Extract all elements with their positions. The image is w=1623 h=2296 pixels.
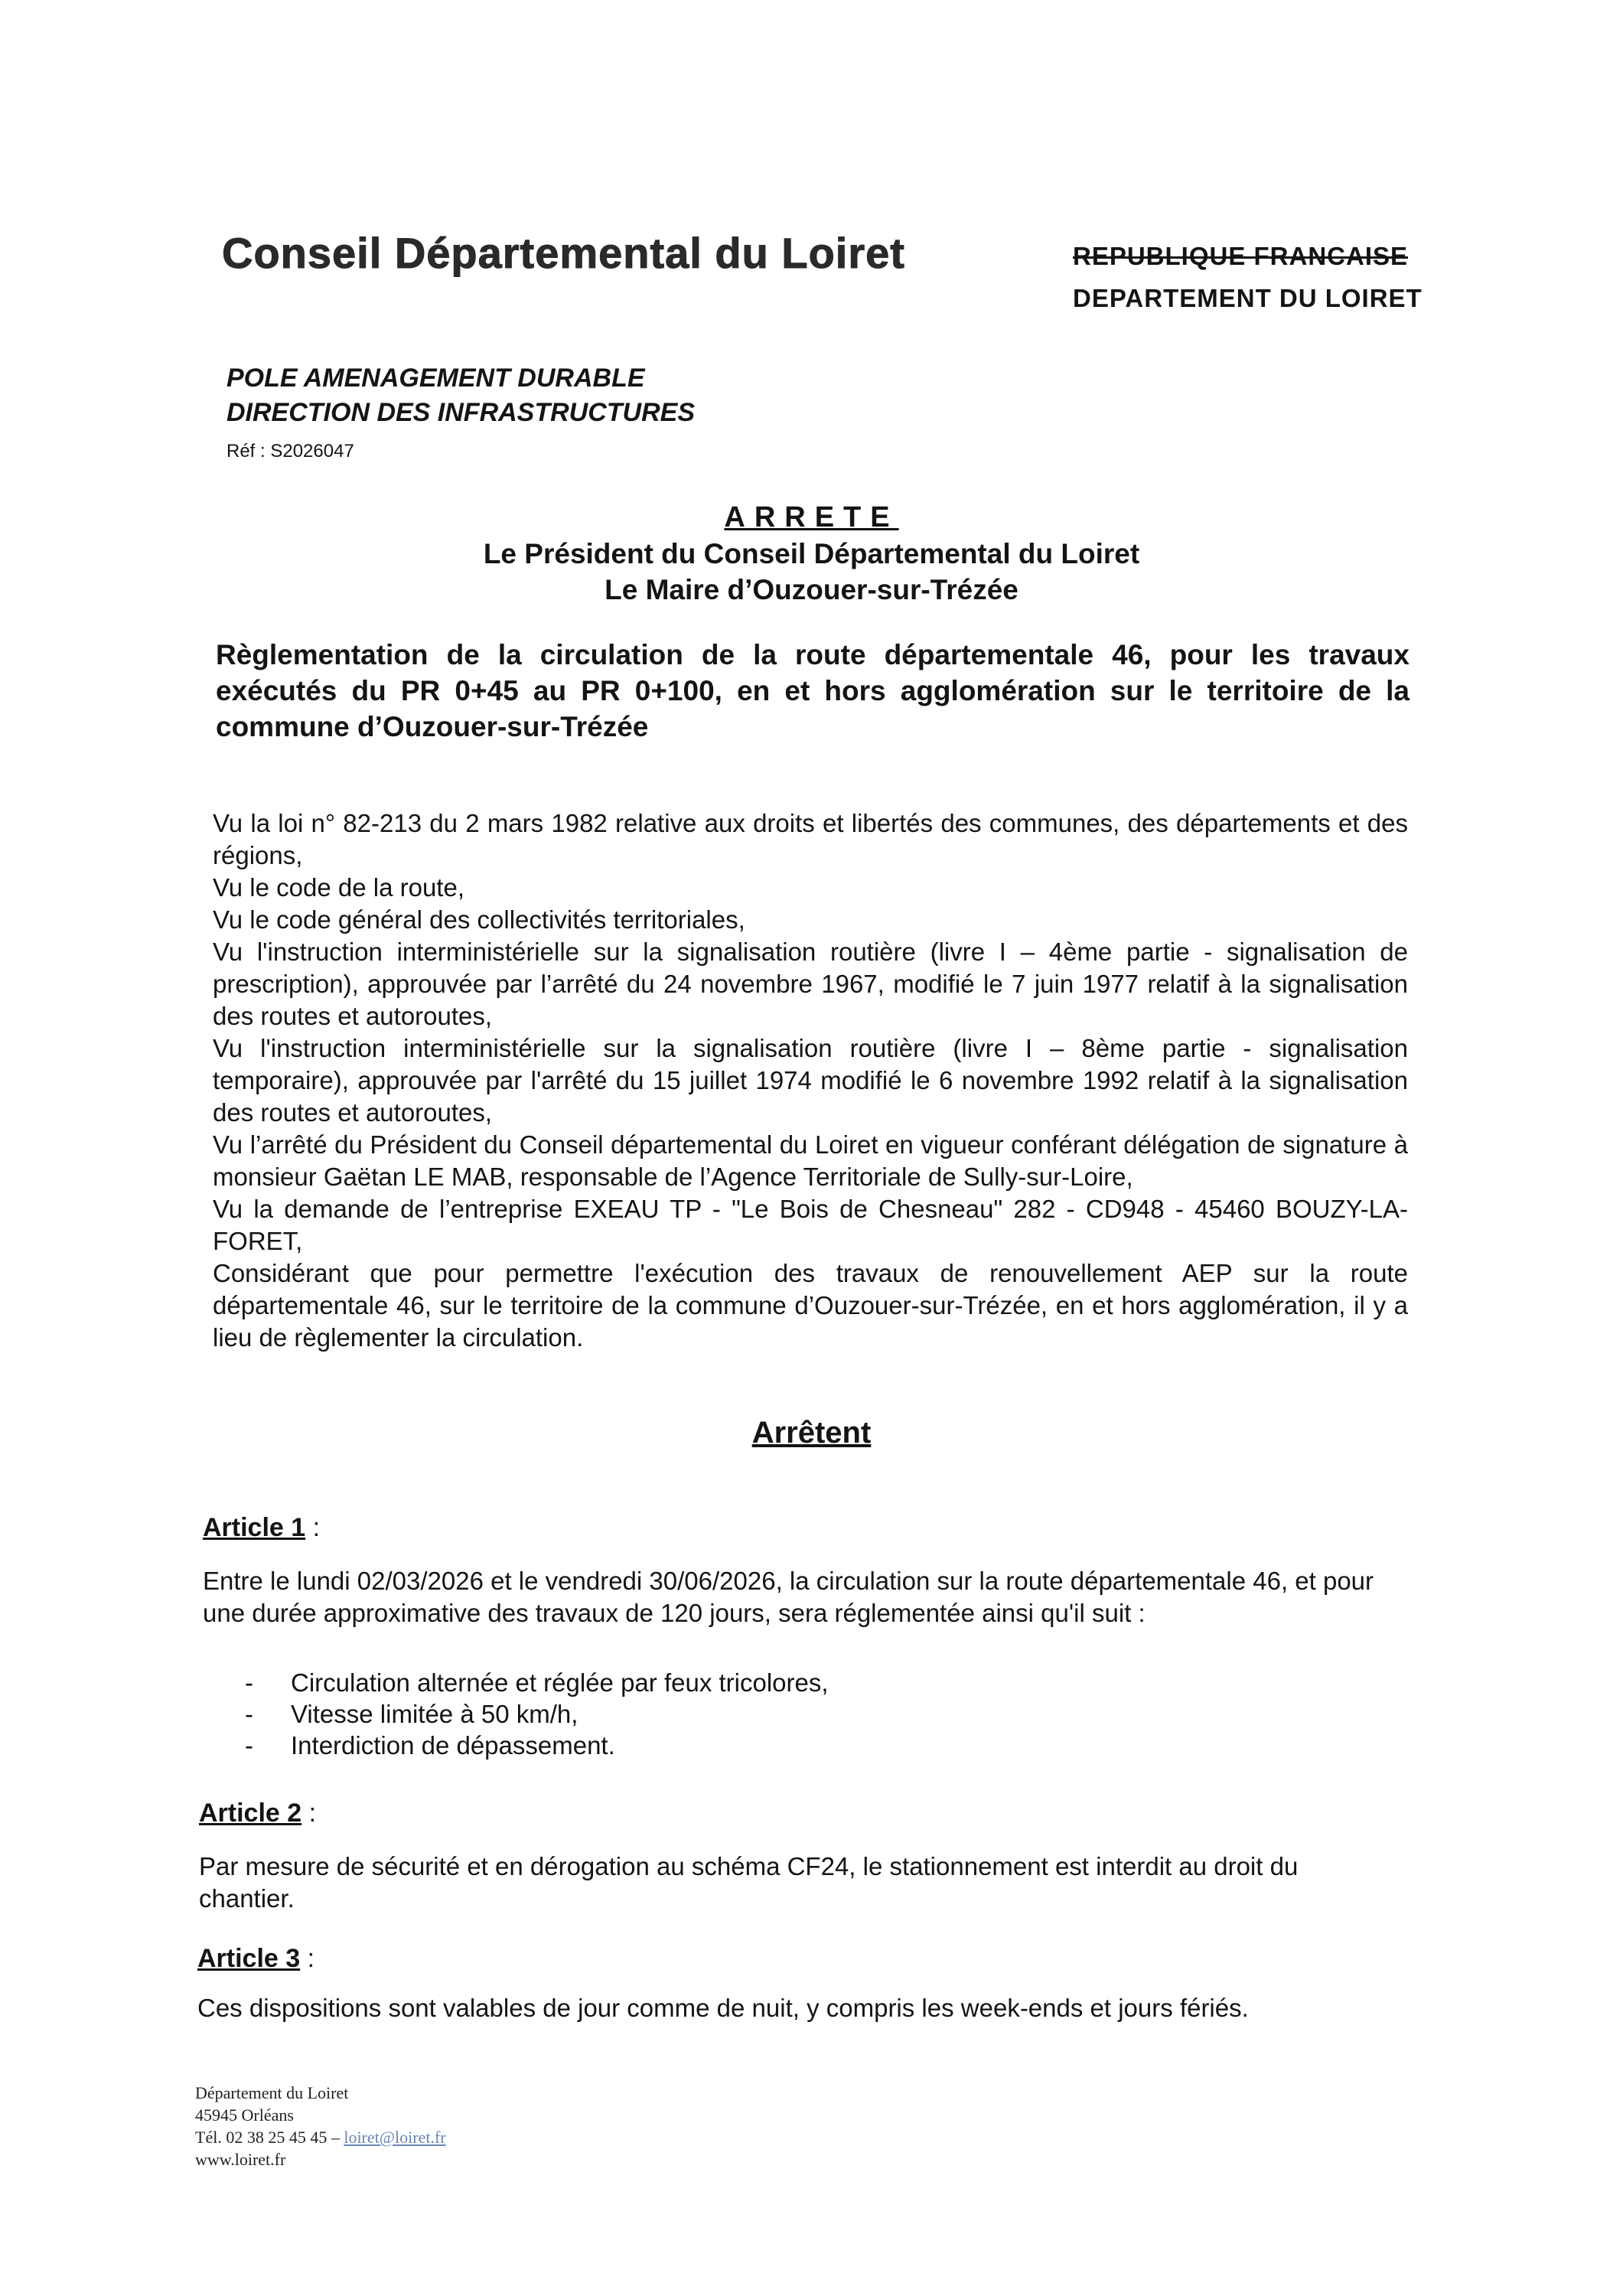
article-1-text: Entre le lundi 02/03/2026 et le vendredi 30/06/2026, la circulation sur la route départementale 46, et pour une durée approximative des travaux de 120 jours, sera réglementée ainsi qu'il suit : [203,1567,1374,1627]
bullet-dash: - [245,1731,253,1760]
considerations [213,807,1408,1354]
footer-line: Département du Loiret [195,2083,349,2102]
footer-tel: Tél. 02 38 25 45 45 – [195,2128,340,2147]
article-3-heading [197,1944,314,1974]
list-item [245,1730,829,1761]
arrete-title: ARRETE [724,501,899,533]
departement-label: DEPARTEMENT DU LOIRET [1073,284,1423,312]
brand-title: Conseil Départemental du Loiret [222,229,905,277]
president-line: Le Président du Conseil Départemental du Loiret [483,538,1140,569]
bullet-dash: - [245,1668,253,1697]
consideration-item: Vu l'instruction interministérielle sur la signalisation routière (livre I – 8ème partie - signalisation temporaire), approuvée par l'arrêté du 15 juillet 1974 modifié le 6 novembre 1992 relatif à la signalisation des routes et autoroutes, [213,1034,1408,1127]
footer-email-link[interactable]: loiret@loiret.fr [344,2128,446,2147]
consideration-item: Vu l’arrêté du Président du Conseil départemental du Loiret en vigueur conférant délégation de signature à monsieur Gaëtan LE MAB, responsable de l’Agence Territoriale de Sully-sur-Loire, [213,1130,1408,1191]
article-3-text: Ces dispositions sont valables de jour comme de nuit, y compris les week-ends et jours fériés. [197,1994,1249,2022]
arretent-heading: Arrêtent [751,1416,872,1450]
consideration-item: Vu la loi n° 82-213 du 2 mars 1982 relative aux droits et libertés des communes, des départements et des régions, [213,809,1408,869]
list-item [245,1667,829,1698]
article-2-title: Article 2 [199,1799,302,1828]
consideration-item: Vu la demande de l’entreprise EXEAU TP - "Le Bois de Chesneau" 282 - CD948 - 45460 BOUZY-LA-FORET, [213,1195,1408,1255]
bullet-dash: - [245,1700,253,1728]
article-1-list [245,1667,829,1761]
authorities [0,536,1623,608]
article-2-text: Par mesure de sécurité et en dérogation au schéma CF24, le stationnement est interdit au droit du chantier. [199,1852,1299,1913]
republique-label: REPUBLIQUE FRANCAISE [1073,242,1409,270]
direction-label: DIRECTION DES INFRASTRUCTURES [227,398,696,427]
consideration-item: Considérant que pour permettre l'exécution des travaux de renouvellement AEP sur la route départementale 46, sur le territoire de la commune d’Ouzouer-sur-Trézée, en et hors agglomération, il y a lieu de règlementer la circulation. [213,1259,1408,1352]
list-item-text: Circulation alternée et réglée par feux tricolores, [291,1668,829,1697]
consideration-item: Vu le code général des collectivités territoriales, [213,905,745,934]
article-3-title: Article 3 [197,1944,301,1973]
service-block [227,361,695,430]
article-2-colon: : [308,1799,317,1828]
article-1-colon: : [312,1513,321,1542]
article-1-title: Article 1 [203,1513,306,1542]
list-item-text: Interdiction de dépassement. [291,1731,615,1760]
list-item [245,1698,829,1730]
footer-address [195,2082,446,2170]
maire-line: Le Maire d’Ouzouer-sur-Trézée [605,574,1018,605]
reference: Réf : S2026047 [227,441,354,461]
list-item-text: Vitesse limitée à 50 km/h, [291,1700,578,1728]
footer-contact [195,2126,446,2148]
footer-line: 45945 Orléans [195,2105,294,2125]
article-2-heading [199,1799,316,1828]
consideration-item: Vu l'instruction interministérielle sur la signalisation routière (livre I – 4ème partie - signalisation de prescription), approuvée par l’arrêté du 24 novembre 1967, modifié le 7 juin 1977 relatif à la signalisation des routes et autoroutes, [213,938,1408,1030]
footer-website[interactable]: www.loiret.fr [195,2150,286,2169]
consideration-item: Vu le code de la route, [213,873,465,902]
article-1-heading [203,1513,320,1543]
pole-label: POLE AMENAGEMENT DURABLE [227,364,645,393]
subject: Règlementation de la circulation de la route départementale 46, pour les travaux exécutés du PR 0+45 au PR 0+100, en et hors agglomération sur le territoire de la commune d’Ouzouer-sur-Trézée [216,639,1410,742]
article-3-colon: : [307,1944,315,1973]
